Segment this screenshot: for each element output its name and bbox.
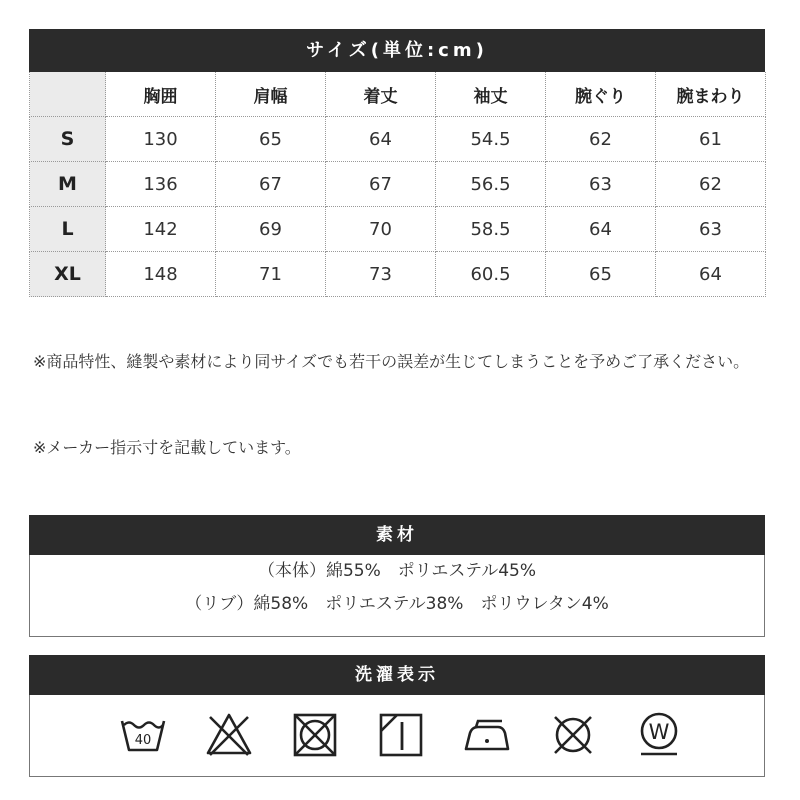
- size-chart-title: サイズ(単位:cm): [29, 29, 765, 72]
- table-cell: 63: [546, 162, 656, 207]
- table-row: [30, 252, 766, 297]
- size-chart-section: [29, 29, 765, 297]
- size-label: S: [30, 117, 106, 162]
- table-cell: 58.5: [436, 207, 546, 252]
- table-cell: 70: [326, 207, 436, 252]
- washing-section: [29, 655, 765, 777]
- no-dryclean-icon: [548, 709, 598, 759]
- table-cell: 130: [106, 117, 216, 162]
- material-line-rib: （リブ）綿58% ポリエステル38% ポリウレタン4%: [185, 594, 609, 614]
- iron-low-icon: [462, 709, 512, 759]
- column-header: 肩幅: [216, 72, 326, 117]
- table-cell: 64: [546, 207, 656, 252]
- table-row: [30, 117, 766, 162]
- size-table: [29, 72, 766, 297]
- column-header: 袖丈: [436, 72, 546, 117]
- size-label: M: [30, 162, 106, 207]
- column-header: 着丈: [326, 72, 436, 117]
- table-cell: 136: [106, 162, 216, 207]
- table-row: [30, 207, 766, 252]
- table-cell: 69: [216, 207, 326, 252]
- table-cell: 65: [546, 252, 656, 297]
- wetclean-letter: W: [648, 720, 670, 744]
- note-manufacturer: ※メーカー指示寸を記載しています。: [33, 438, 301, 457]
- table-cell: 61: [656, 117, 766, 162]
- note-tolerance: ※商品特性、縫製や素材により同サイズでも若干の誤差が生じてしまうことを予めご了承ください。: [33, 352, 750, 371]
- table-cell: 148: [106, 252, 216, 297]
- drip-dry-shade-icon: [376, 709, 426, 759]
- washing-title: 洗濯表示: [29, 655, 765, 695]
- table-cell: 73: [326, 252, 436, 297]
- material-section: [29, 515, 765, 637]
- table-cell: 62: [656, 162, 766, 207]
- table-row: [30, 162, 766, 207]
- table-cell: 54.5: [436, 117, 546, 162]
- column-header: 胸囲: [106, 72, 216, 117]
- material-title: 素材: [29, 515, 765, 555]
- no-bleach-icon: [204, 709, 254, 759]
- washtub-40-icon: [118, 709, 168, 759]
- table-cell: 64: [656, 252, 766, 297]
- table-cell: 56.5: [436, 162, 546, 207]
- table-cell: 71: [216, 252, 326, 297]
- washtub-temperature: 40: [134, 733, 152, 748]
- material-line-body: （本体）綿55% ポリエステル45%: [257, 561, 537, 581]
- table-header-row: [30, 72, 766, 117]
- size-label: L: [30, 207, 106, 252]
- size-label: XL: [30, 252, 106, 297]
- table-cell: 63: [656, 207, 766, 252]
- column-header: 腕ぐり: [546, 72, 656, 117]
- care-icons: [30, 709, 764, 759]
- table-corner-cell: [30, 72, 106, 117]
- table-cell: 60.5: [436, 252, 546, 297]
- table-cell: 64: [326, 117, 436, 162]
- column-header: 腕まわり: [656, 72, 766, 117]
- no-tumble-dry-icon: [290, 709, 340, 759]
- table-cell: 62: [546, 117, 656, 162]
- table-cell: 65: [216, 117, 326, 162]
- table-cell: 67: [216, 162, 326, 207]
- table-cell: 67: [326, 162, 436, 207]
- wetclean-icon: [634, 709, 684, 759]
- table-cell: 142: [106, 207, 216, 252]
